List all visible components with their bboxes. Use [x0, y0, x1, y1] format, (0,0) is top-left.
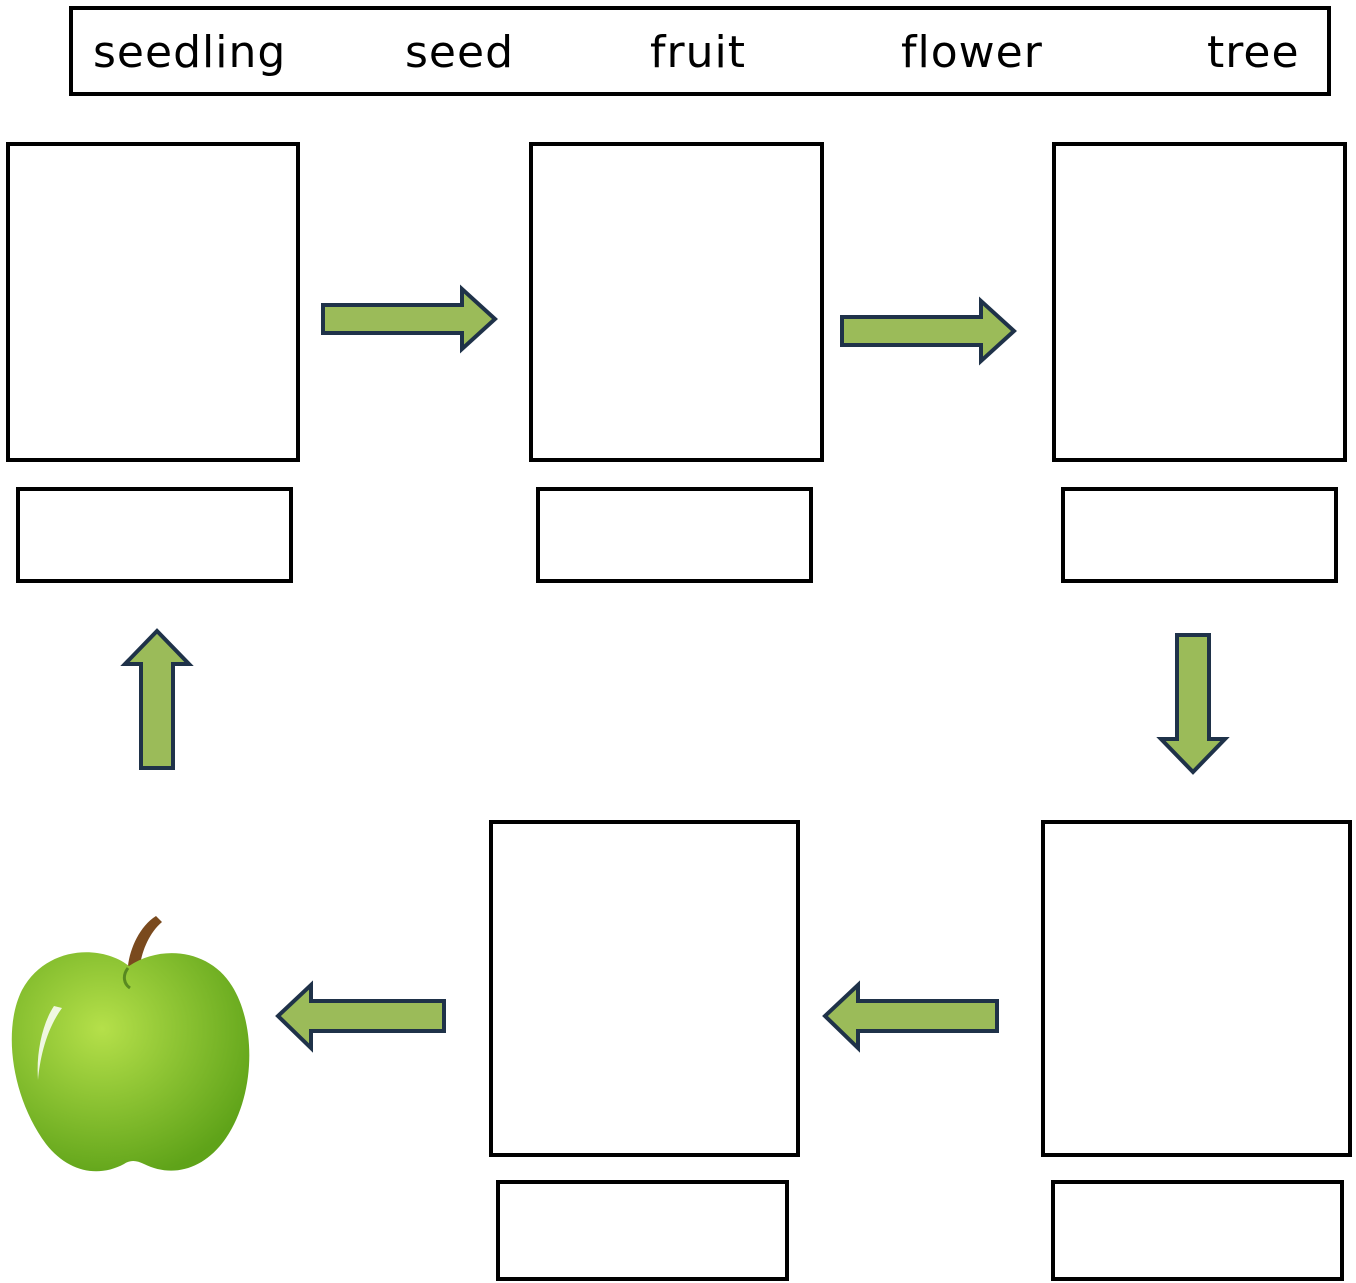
right-arrow-icon: [320, 286, 500, 352]
left-arrow-icon: [821, 982, 1001, 1052]
stage-1-label-box[interactable]: [16, 487, 293, 583]
stage-2-picture-box[interactable]: [529, 142, 824, 462]
word-bank: [69, 6, 1331, 96]
word-flower[interactable]: flower: [901, 27, 1043, 78]
right-arrow-icon: [839, 298, 1019, 364]
word-tree[interactable]: tree: [1207, 27, 1300, 78]
word-seedling[interactable]: seedling: [93, 27, 287, 78]
stage-5-label-box[interactable]: [496, 1180, 789, 1281]
word-seed[interactable]: seed: [405, 27, 514, 78]
stage-4-label-box[interactable]: [1051, 1180, 1344, 1281]
word-fruit[interactable]: fruit: [650, 27, 746, 78]
stage-3-label-box[interactable]: [1061, 487, 1338, 583]
stage-5-picture-box[interactable]: [489, 820, 800, 1157]
down-arrow-icon: [1156, 632, 1230, 776]
green-apple-icon: [6, 908, 256, 1178]
stage-1-picture-box[interactable]: [6, 142, 300, 462]
stage-2-label-box[interactable]: [536, 487, 813, 583]
stage-3-picture-box[interactable]: [1052, 142, 1347, 462]
stage-4-picture-box[interactable]: [1041, 820, 1352, 1157]
up-arrow-icon: [120, 628, 194, 772]
left-arrow-icon: [274, 982, 448, 1052]
